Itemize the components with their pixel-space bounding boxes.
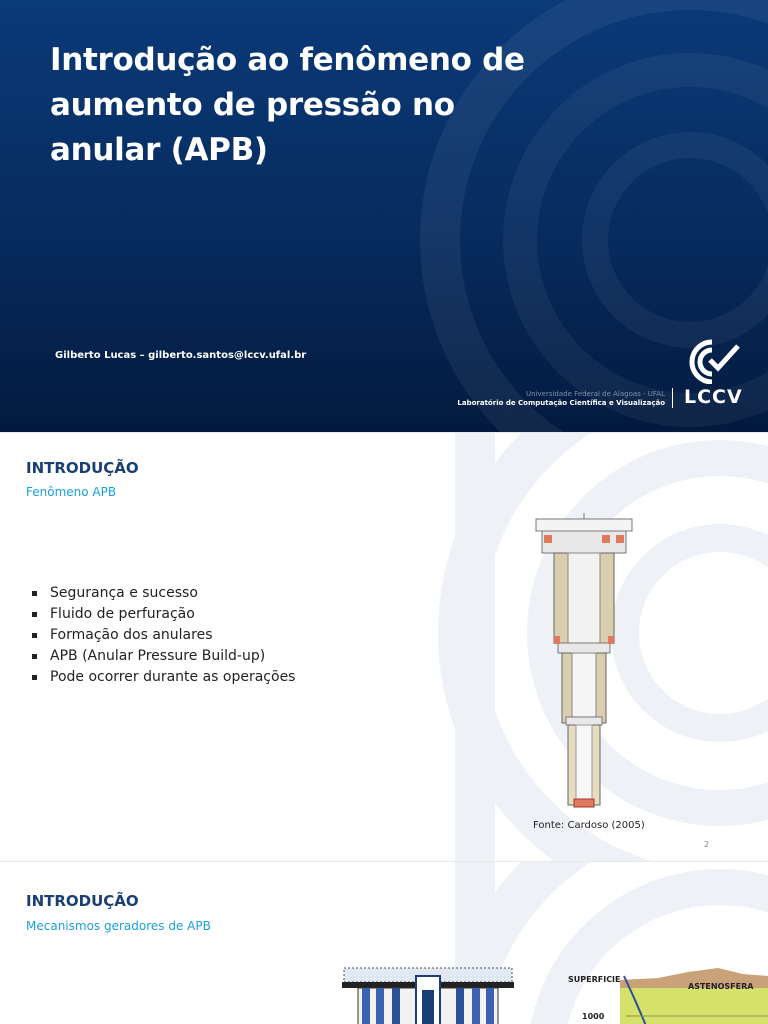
content-slide-apb (0, 433, 768, 861)
list-item: Pode ocorrer durante as operações (32, 667, 295, 688)
section-heading: INTRODUÇÃO (26, 459, 139, 477)
slide-title: Introdução ao fenômeno de aumento de pressão no anular (APB) (50, 42, 525, 168)
lccv-logo-icon (684, 336, 744, 384)
list-item: APB (Anular Pressure Build-up) (32, 646, 295, 667)
logo-separator (672, 388, 673, 408)
wellhead-schematic (342, 966, 514, 1024)
list-item: Fluido de perfuração (32, 604, 295, 625)
title-slide (0, 0, 768, 432)
lab-name: Laboratório de Computação Científica e Visualização (457, 399, 665, 407)
author-line: Gilberto Lucas – gilberto.santos@lccv.ufal.br (55, 350, 307, 361)
page-number: 2 (704, 840, 710, 849)
figure-caption: Fonte: Cardoso (2005) (533, 820, 645, 831)
astenosfera-label: ASTENOSFERA (688, 982, 754, 991)
bullet-list (32, 583, 295, 688)
depth-label: 1000 (582, 1012, 605, 1021)
list-item: Segurança e sucesso (32, 583, 295, 604)
section-subheading: Mecanismos geradores de APB (26, 919, 211, 933)
well-schematic (532, 513, 672, 813)
superficie-label: SUPERFICIE (568, 975, 621, 984)
section-heading: INTRODUÇÃO (26, 892, 139, 910)
section-subheading: Fenômeno APB (26, 485, 117, 499)
content-slide-mechanisms (0, 862, 768, 1024)
logo-text: LCCV (684, 386, 743, 408)
university-name: Universidade Federal de Alagoas - UFAL (525, 390, 665, 398)
list-item: Formação dos anulares (32, 625, 295, 646)
